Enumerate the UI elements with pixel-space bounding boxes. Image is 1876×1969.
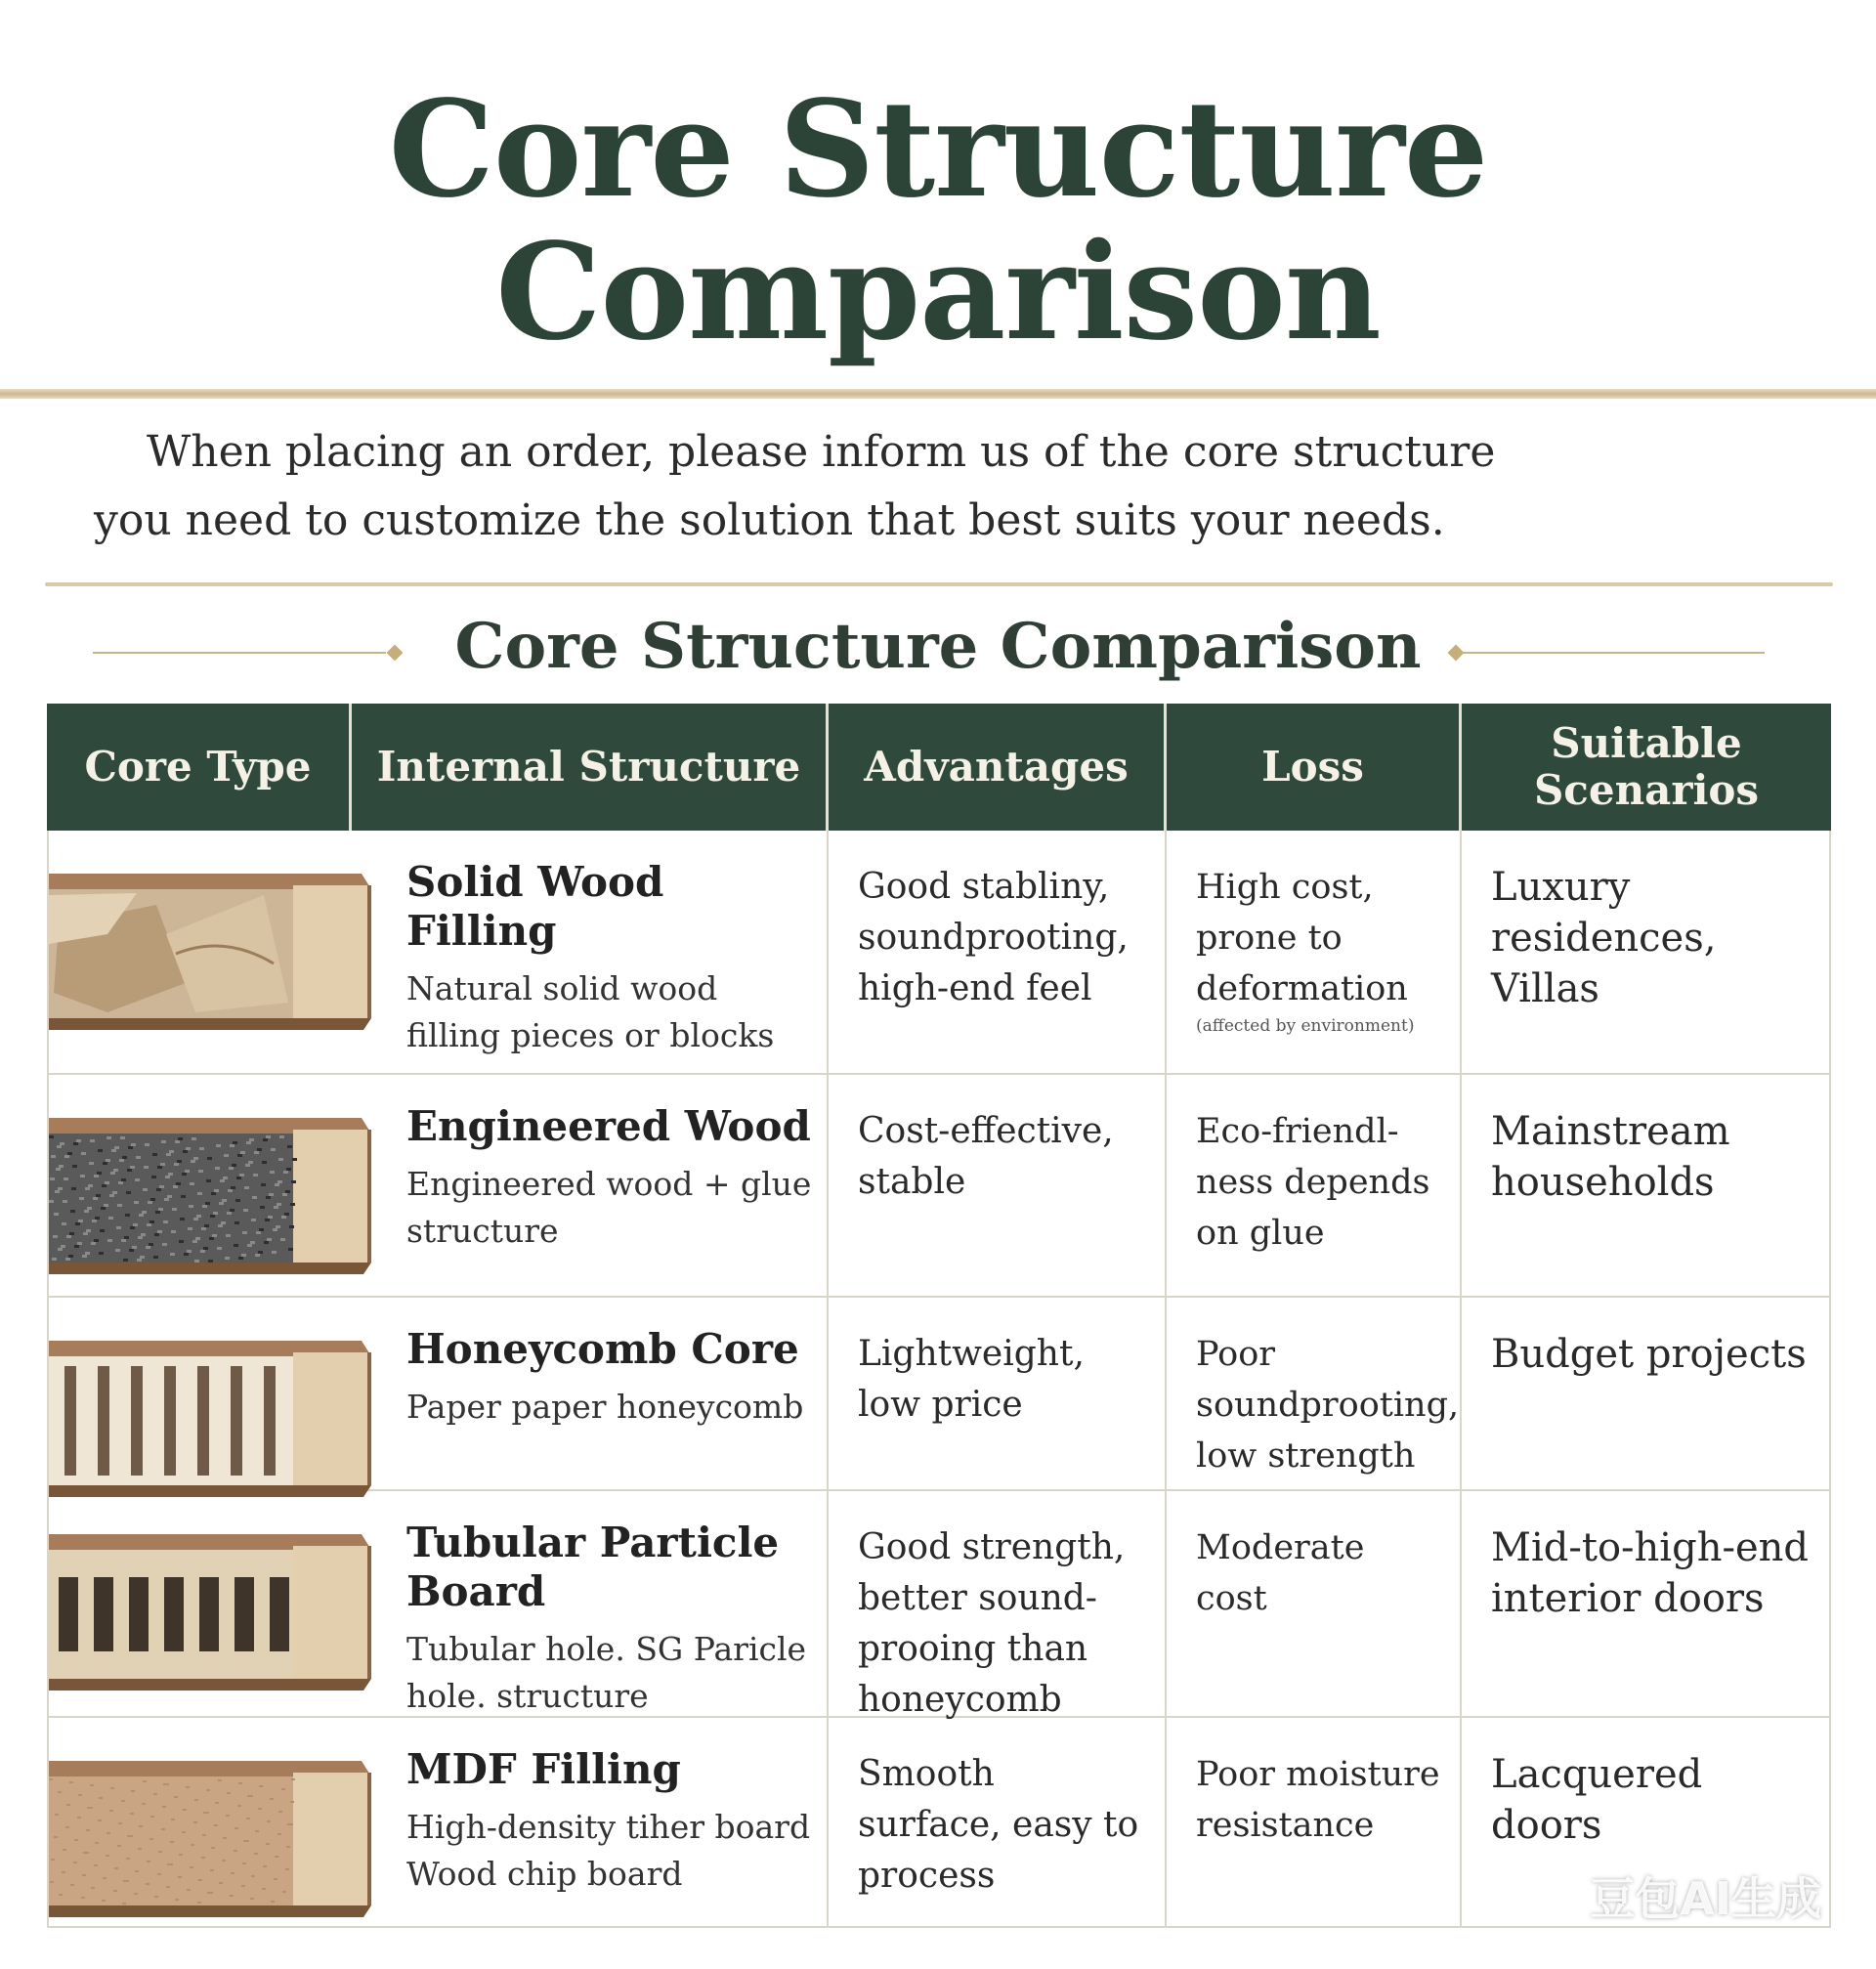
loss-cell — [1167, 831, 1462, 1075]
advantages-cell — [829, 1491, 1167, 1718]
advantages-text: Cost-effective, stable — [858, 1111, 1114, 1202]
loss-cell — [1167, 1718, 1462, 1928]
header-suitable-scenarios: Suitable Scenarios — [1533, 719, 1760, 814]
loss-text: Poor soundprooting, low strength — [1196, 1335, 1460, 1476]
advantages-cell — [829, 1718, 1167, 1928]
suitable-scenarios-cell — [1462, 1298, 1831, 1491]
table-row — [47, 1075, 1831, 1298]
loss-cell — [1167, 1491, 1462, 1718]
core-type-name: Honeycomb Core — [406, 1325, 799, 1373]
loss-text: Poor moisture resistance — [1196, 1755, 1440, 1845]
header-advantages: Advantages — [829, 704, 1167, 831]
loss-text: Eco-friendl-ness depends on glue — [1196, 1112, 1430, 1253]
core-type-name: Engineered Wood — [406, 1102, 811, 1150]
engineered-core-sample-icon — [49, 1110, 371, 1274]
core-type-cell — [47, 831, 829, 1075]
table-row — [47, 831, 1831, 1075]
intro-line-2: you need to customize the solution that best suits your needs. — [94, 495, 1445, 545]
intro-text — [94, 418, 1774, 555]
loss-text: Moderate cost — [1196, 1528, 1365, 1618]
intro-line-1: When placing an order, please inform us of the core structure — [147, 427, 1496, 477]
core-type-cell — [47, 1298, 829, 1491]
scenarios-text: Mainstream households — [1491, 1109, 1730, 1205]
watermark: 豆包AI生成 — [1590, 1872, 1821, 1925]
scenarios-text: Lacquered doors — [1491, 1752, 1703, 1848]
suitable-scenarios-cell — [1462, 1491, 1831, 1718]
thin-divider — [45, 582, 1833, 586]
core-type-name: Solid Wood Filling — [406, 858, 664, 955]
page-title — [0, 71, 1876, 370]
advantages-text: Smooth surface, easy to process — [858, 1754, 1139, 1896]
header-loss: Loss — [1167, 704, 1462, 831]
core-type-cell — [47, 1491, 829, 1718]
core-type-cell — [47, 1718, 829, 1928]
core-type-name: Tubular Particle Board — [406, 1519, 780, 1615]
mdf-core-sample-icon — [49, 1753, 371, 1917]
scenarios-text: Mid-to-high-end interior doors — [1491, 1525, 1810, 1621]
page-title-line-2: Comparison — [495, 214, 1381, 370]
core-type-text — [406, 1745, 821, 1898]
page-title-line-1: Core Structure — [388, 71, 1488, 228]
table-row — [47, 1718, 1831, 1928]
advantages-cell — [829, 831, 1167, 1075]
header-core-type: Core Type — [47, 704, 352, 831]
advantages-cell — [829, 1075, 1167, 1298]
tubular-core-sample-icon — [49, 1526, 371, 1691]
gold-divider — [0, 389, 1876, 399]
loss-note: (affected by environment) — [1196, 1016, 1415, 1036]
scenarios-text: Luxury residences, Villas — [1491, 865, 1717, 1011]
advantages-text: Lightweight, low price — [858, 1334, 1085, 1425]
advantages-text: Good stabliny, soundprooting, high-end feel — [858, 867, 1129, 1008]
suitable-scenarios-cell — [1462, 831, 1831, 1075]
internal-structure-desc: Tubular hole. SG Paricle hole. structure — [406, 1630, 807, 1715]
core-type-cell — [47, 1075, 829, 1298]
table-header-row — [47, 704, 1831, 831]
loss-text: High cost, prone to deformation — [1196, 868, 1408, 1008]
suitable-scenarios-cell — [1462, 1075, 1831, 1298]
scenarios-text: Budget projects — [1491, 1332, 1807, 1377]
ornament-line-right — [1462, 652, 1765, 654]
core-type-name: MDF Filling — [406, 1745, 681, 1793]
internal-structure-desc: High-density tiher board Wood chip board — [406, 1808, 811, 1893]
loss-cell — [1167, 1075, 1462, 1298]
internal-structure-desc: Engineered wood + glue structure — [406, 1165, 812, 1250]
header-internal-structure: Internal Structure — [352, 704, 829, 831]
solid-core-sample-icon — [49, 866, 371, 1030]
core-type-text — [406, 1325, 821, 1431]
advantages-text: Good strength, better sound-prooing than honeycomb — [858, 1527, 1126, 1720]
internal-structure-desc: Paper paper honeycomb — [406, 1388, 804, 1426]
core-type-text — [406, 858, 821, 1059]
internal-structure-desc: Natural solid wood filling pieces or blocks — [406, 969, 775, 1054]
loss-cell — [1167, 1298, 1462, 1491]
table-row — [47, 1298, 1831, 1491]
advantages-cell — [829, 1298, 1167, 1491]
honeycomb-core-sample-icon — [49, 1333, 371, 1497]
section-title: Core Structure Comparison — [454, 610, 1422, 683]
table-row — [47, 1491, 1831, 1718]
core-type-text — [406, 1519, 821, 1720]
core-type-text — [406, 1102, 821, 1255]
